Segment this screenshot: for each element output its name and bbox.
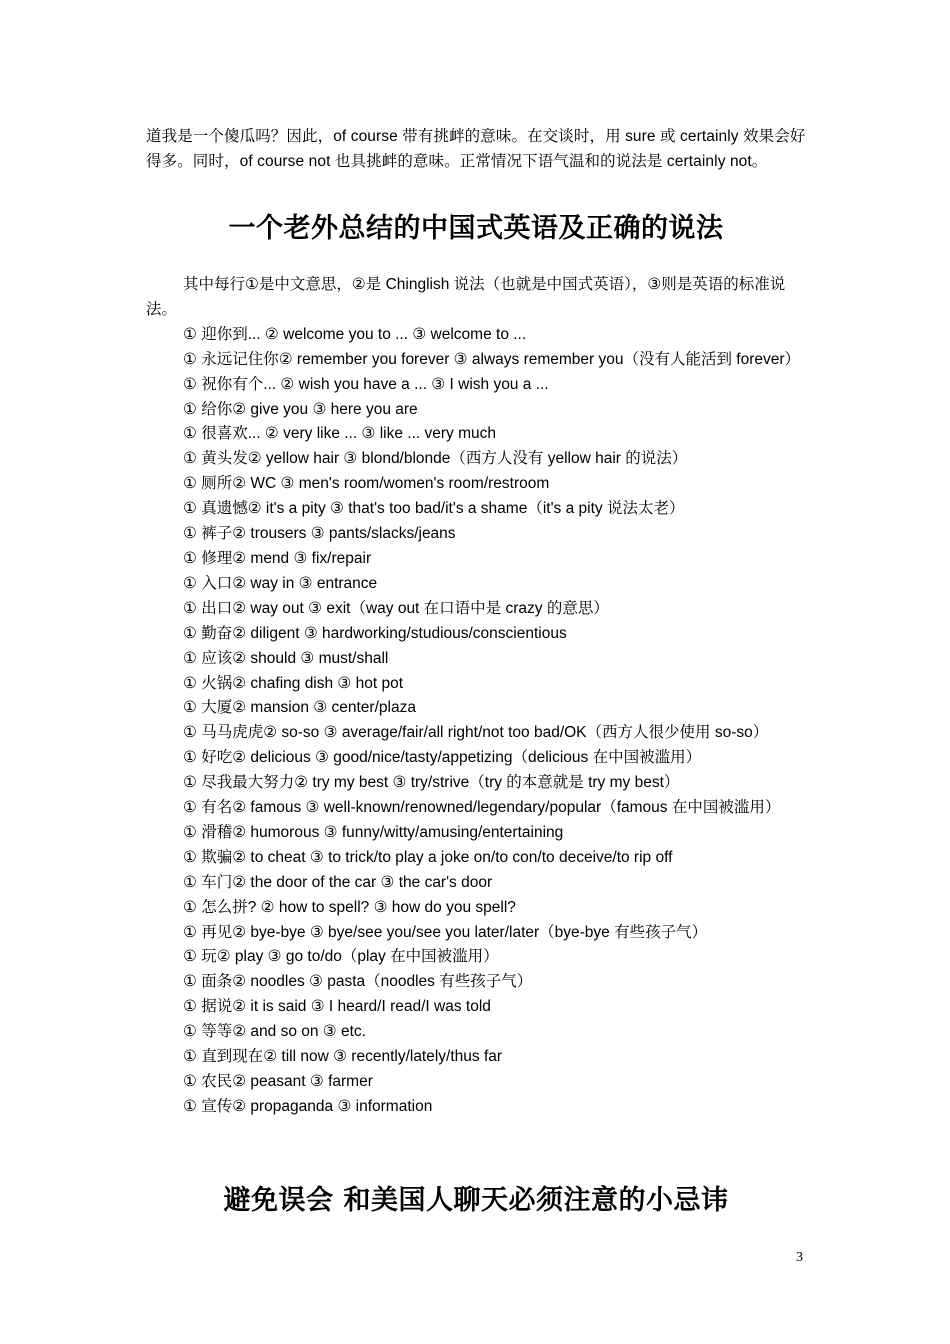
list-item: ① 直到现在② till now ③ recently/lately/thus far bbox=[183, 1048, 503, 1066]
list-item: ① 出口② way out ③ exit（way out 在口语中是 crazy 的意思） bbox=[183, 599, 609, 617]
list-item: ① 欺骗② to cheat ③ to trick/to play a joke on/to con/to deceive/to rip off bbox=[183, 848, 673, 866]
list-item: ① 迎你到... ② welcome you to ... ③ welcome to ... bbox=[183, 325, 527, 343]
list-item: ① 火锅② chafing dish ③ hot pot bbox=[183, 674, 404, 692]
list-item: ① 尽我最大努力② try my best ③ try/strive（try 的本意就是 try my best） bbox=[183, 774, 680, 792]
list-item: ① 马马虎虎② so-so ③ average/fair/all right/not too bad/OK（西方人很少使用 so-so） bbox=[183, 724, 769, 742]
explanation-paragraph: 其中每行①是中文意思，②是 Chinglish 说法（也就是中国式英语），③则是英语的标准说法。 bbox=[146, 276, 786, 318]
list-item: ① 祝你有个... ② wish you have a ... ③ I wish you a ... bbox=[183, 375, 549, 393]
list-item: ① 厕所② WC ③ men's room/women's room/restroom bbox=[183, 475, 550, 493]
list-item: ① 等等② and so on ③ etc. bbox=[183, 1023, 366, 1041]
list-item: ① 有名② famous ③ well-known/renowned/legendary/popular（famous 在中国被滥用） bbox=[183, 799, 781, 817]
list-item: ① 宣传② propaganda ③ information bbox=[183, 1097, 433, 1115]
list-item: ① 怎么拼? ② how to spell? ③ how do you spell? bbox=[183, 898, 516, 916]
list-item: ① 黄头发② yellow hair ③ blond/blonde（西方人没有 yellow hair 的说法） bbox=[183, 450, 688, 468]
list-item: ① 真遗憾② it's a pity ③ that's too bad/it's a shame（it's a pity 说法太老） bbox=[183, 500, 685, 518]
list-item: ① 给你② give you ③ here you are bbox=[183, 400, 418, 418]
list-item: ① 滑稽② humorous ③ funny/witty/amusing/entertaining bbox=[183, 823, 564, 841]
list-item: ① 很喜欢... ② very like ... ③ like ... very much bbox=[183, 425, 496, 443]
page-number: 3 bbox=[796, 1250, 803, 1265]
list-item: ① 永远记住你② remember you forever ③ always remember you（没有人能活到 forever） bbox=[183, 350, 801, 368]
list-item: ① 入口② way in ③ entrance bbox=[183, 574, 378, 592]
list-item: ① 玩② play ③ go to/do（play 在中国被滥用） bbox=[183, 948, 499, 966]
list-item: ① 裤子② trousers ③ pants/slacks/jeans bbox=[183, 525, 456, 543]
list-item: ① 大厦② mansion ③ center/plaza bbox=[183, 699, 416, 717]
list-item: ① 车门② the door of the car ③ the car's door bbox=[183, 873, 493, 891]
list-item: ① 再见② bye-bye ③ bye/see you/see you later/later（bye-bye 有些孩子气） bbox=[183, 923, 708, 941]
chinglish-list bbox=[146, 273, 810, 1120]
section-heading-chinglish: 一个老外总结的中国式英语及正确的说法 bbox=[228, 213, 724, 244]
list-item: ① 农民② peasant ③ farmer bbox=[183, 1073, 373, 1090]
list-item: ① 应该② should ③ must/shall bbox=[183, 649, 389, 667]
intro-paragraph: 道我是一个傻瓜吗？因此，of course 带有挑衅的意味。在交谈时，用 sure 或 certainly 效果会好得多。同时，of course not 也具挑衅的意味。正常情况下语气温和的说法是 certainly not。 bbox=[146, 128, 806, 170]
section-heading-taboos: 避免误会 和美国人聊天必须注意的小忌讳 bbox=[223, 1185, 729, 1216]
list-item: ① 勤奋② diligent ③ hardworking/studious/conscientious bbox=[183, 624, 567, 642]
list-item: ① 据说② it is said ③ I heard/I read/I was told bbox=[183, 998, 491, 1016]
list-item: ① 好吃② delicious ③ good/nice/tasty/appetizing（delicious 在中国被滥用） bbox=[183, 749, 702, 767]
list-item: ① 面条② noodles ③ pasta（noodles 有些孩子气） bbox=[183, 973, 533, 991]
list-item: ① 修理② mend ③ fix/repair bbox=[183, 549, 372, 567]
